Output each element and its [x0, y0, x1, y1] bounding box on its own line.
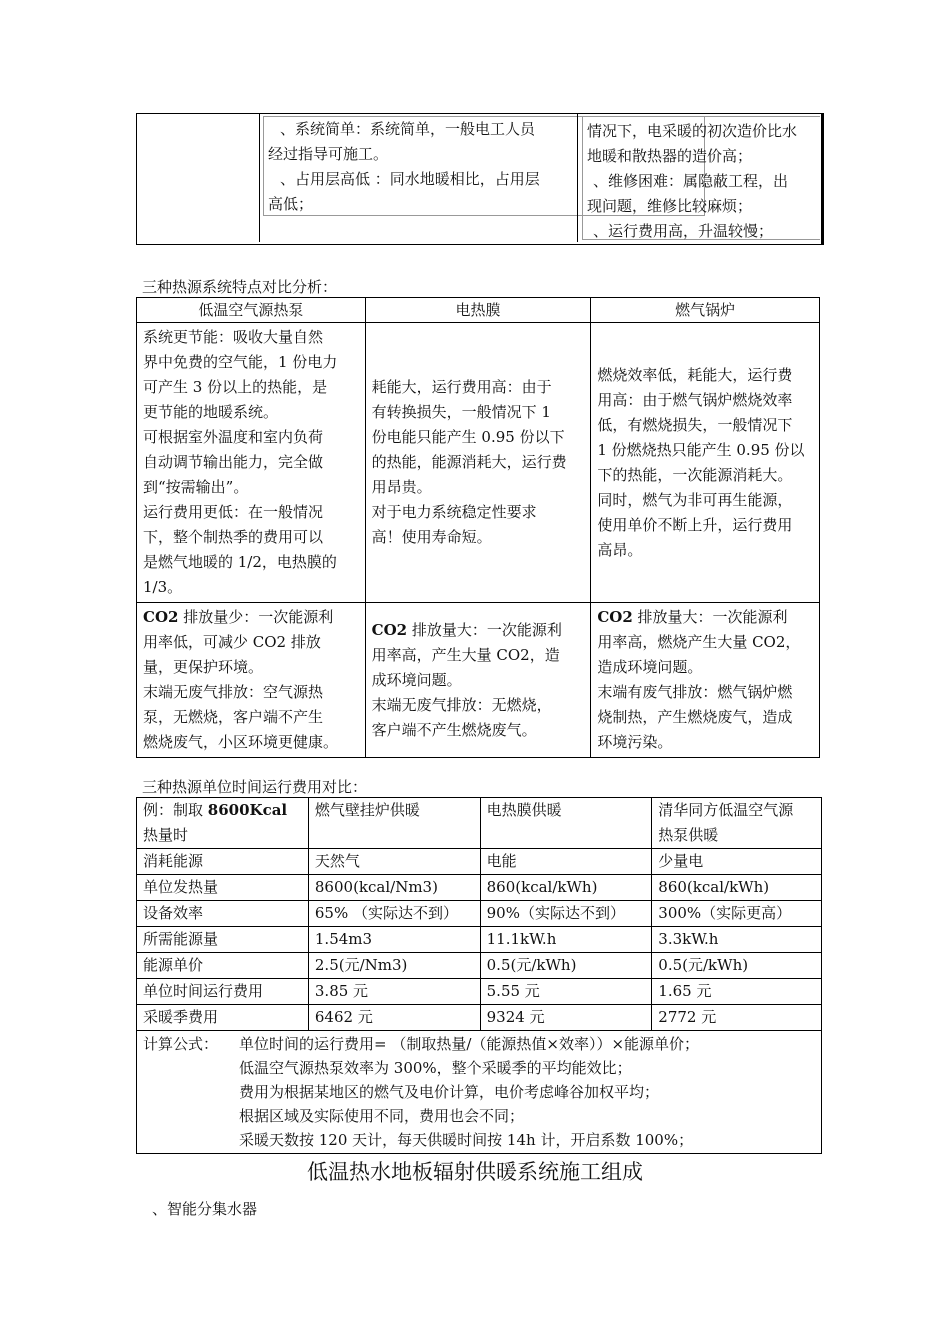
cost-table: [136, 797, 822, 1154]
cost-caption: 三种热源单位时间运行费用对比：: [142, 778, 368, 796]
cell-heating-film-co2: CO2 排放量大：一次能源利 用率高，产生大量 CO2，造 成环境问题。 末端无废气排放：无燃烧， 客户端不产生燃烧废气。: [365, 603, 591, 758]
comparison-caption: 三种热源系统特点对比分析：: [142, 278, 338, 296]
header-heat-pump: 低温空气源热泵: [137, 298, 366, 323]
text-line: 、维修困难：属隐蔽工程，出: [593, 172, 789, 190]
text-line: 现问题，维修比较麻烦；: [587, 197, 753, 215]
cell-heat-pump-energy: 系统更节能：吸收大量自然 界中免费的空气能，1 份电力 可产生 3 份以上的热能，是 更节能的地暖系统。 可根据室外温度和室内负荷 自动调节输出能力，完全做 到“按需输出”。 运行费用更低：在一般情况 下，整个制热季的费用可以 是燃气地暖的 1/2，电热膜的 1/3。: [137, 323, 366, 603]
cell-gas-boiler-co2: CO2 排放量大：一次能源利 用率高，燃烧产生大量 CO2， 造成环境问题。 末端有废气排放：燃气锅炉燃 烧制热，产生燃烧废气，造成 环境污染。: [591, 603, 820, 758]
cost-header-example: 例：制取 8600Kcal 热量时: [137, 798, 309, 849]
formula-line: 单位时间的运行费用= （制取热量/（能源热值×效率））×能源单价；: [239, 1035, 700, 1053]
cell-heating-film-energy: 耗能大，运行费用高：由于 有转换损失，一般情况下 1 份电能只能产生 0.95 份以下 的热能，能源消耗大，运行费 用昂贵。 对于电力系统稳定性要求 高！使用寿命短。: [365, 323, 591, 603]
cost-header-gas: 燃气壁挂炉供暖: [308, 798, 480, 849]
formula-label: 计算公式：: [143, 1035, 219, 1053]
fragment-right-cell: [577, 114, 820, 242]
table-row: 采暖季费用 6462 元 9324 元 2772 元: [137, 1005, 822, 1031]
text-line: 、运行费用高，升温较慢；: [593, 222, 774, 240]
formula-line: 采暖天数按 120 天计，每天供暖时间按 14h 计，开启系数 100%；: [239, 1131, 694, 1149]
header-heating-film: 电热膜: [365, 298, 591, 323]
text-line: 情况下，电采暖的初次造价比水: [587, 122, 798, 140]
cell-heat-pump-co2: CO2 排放量少：一次能源利 用率低，可减少 CO2 排放 量，更保护环境。 末端无废气排放：空气源热 泵，无燃烧，客户端不产生 燃烧废气，小区环境更健康。: [137, 603, 366, 758]
header-gas-boiler: 燃气锅炉: [591, 298, 820, 323]
cost-header-heat-pump: 清华同方低温空气源 热泵供暖: [652, 798, 822, 849]
formula-line: 根据区域及实际使用不同，费用也会不同；: [239, 1107, 525, 1125]
table-row: 能源单价 2.5(元/Nm3) 0.5(元/kWh) 0.5(元/kWh): [137, 953, 822, 979]
table-row: 单位时间运行费用 3.85 元 5.55 元 1.65 元: [137, 979, 822, 1005]
table-row: 所需能源量 1.54m3 11.1kW.h 3.3kW.h: [137, 927, 822, 953]
text-line: 地暖和散热器的造价高；: [587, 147, 753, 165]
formula-line: 费用为根据某地区的燃气及电价计算，电价考虑峰谷加权平均；: [239, 1083, 660, 1101]
comparison-table: [136, 297, 820, 758]
cell-gas-boiler-energy: 燃烧效率低，耗能大，运行费 用高：由于燃气锅炉燃烧效率 低，有燃烧损失，一般情况下 1 份燃烧热只能产生 0.95 份以 下的热能，一次能源消耗大。 同时，燃气为非可再生能源， 使用单价不断上升，运行费用 高昂。: [591, 323, 820, 603]
formula-cell: [137, 1031, 822, 1154]
section-title: 低温热水地板辐射供暖系统施工组成: [307, 1160, 643, 1184]
formula-line: 低温空气源热泵效率为 300%，整个采暖季的平均能效比；: [239, 1059, 632, 1077]
fragment-empty-cell: [137, 114, 260, 242]
text-line: 经过指导可施工。: [268, 145, 389, 163]
cost-header-film: 电热膜供暖: [480, 798, 652, 849]
text-line: 、系统简单：系统简单，一般电工人员: [280, 120, 536, 138]
table-row: 设备效率 65% （实际达不到） 90%（实际达不到） 300%（实际更高）: [137, 901, 822, 927]
table-row: 单位发热量 8600(kcal/Nm3) 860(kcal/kWh) 860(kcal/kWh): [137, 875, 822, 901]
table-row: 消耗能源 天然气 电能 少量电: [137, 849, 822, 875]
text-line: 高低；: [268, 195, 314, 213]
section-item: 、智能分集水器: [152, 1200, 258, 1218]
top-fragment-table: [136, 113, 824, 245]
text-line: 、占用层高低 ：同水地暖相比，占用层: [280, 170, 540, 188]
